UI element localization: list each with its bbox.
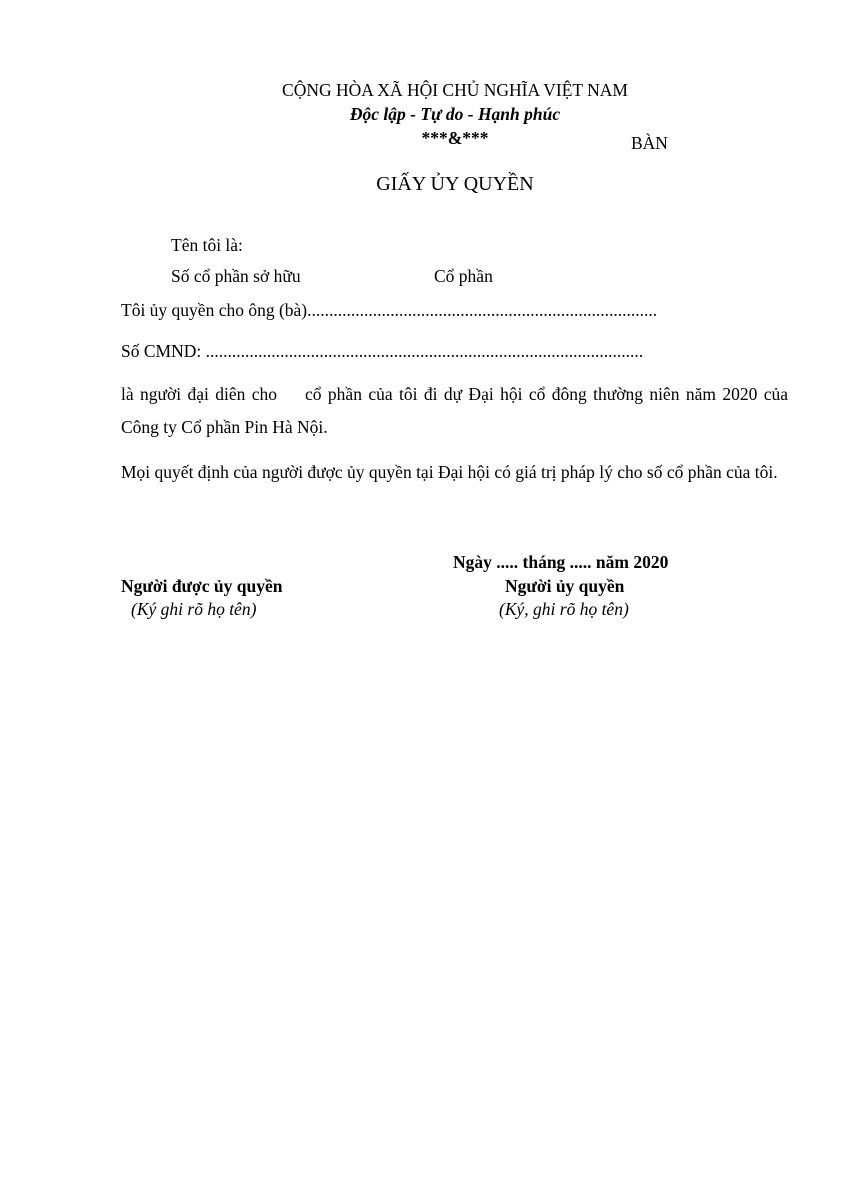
proxy-signature-note: (Ký ghi rõ họ tên) [131, 599, 257, 619]
shares-owned-label: Số cổ phần sở hữu [171, 266, 301, 286]
representation-start: là người đại diên cho [121, 384, 278, 404]
corner-text: BÀN [631, 133, 668, 153]
legal-validity-paragraph: Mọi quyết định của người được ủy quyền tại Đại hội có giá trị pháp lý cho số cổ phần của tôi. [121, 462, 778, 482]
national-motto: Độc lập - Tự do - Hạnh phúc [349, 104, 561, 124]
proxy-signature-title: Người được ủy quyền [121, 576, 283, 596]
document-title: GIẤY ỦY QUYỀN [376, 173, 534, 195]
name-label: Tên tôi là: [171, 235, 243, 255]
date-line: Ngày ..... tháng ..... năm 2020 [453, 552, 669, 572]
representation-rest: cổ phần của tôi đi dự Đại hội cổ đông thường niên năm 2020 của Công ty Cổ phần Pin Hà Nội. [121, 384, 788, 437]
header-separator: ***&*** [421, 128, 489, 148]
representation-paragraph [121, 378, 788, 444]
proxy-line: Tôi ủy quyền cho ông (bà)................................................................................ [121, 300, 658, 320]
grantor-signature-note: (Ký, ghi rõ họ tên) [499, 599, 629, 619]
id-number-line: Số CMND: .................................................................................................... [121, 341, 644, 361]
grantor-signature-title: Người ủy quyền [505, 576, 625, 596]
shares-unit-label: Cổ phần [434, 266, 493, 286]
country-heading: CỘNG HÒA XÃ HỘI CHỦ NGHĨA VIỆT NAM [282, 80, 628, 100]
